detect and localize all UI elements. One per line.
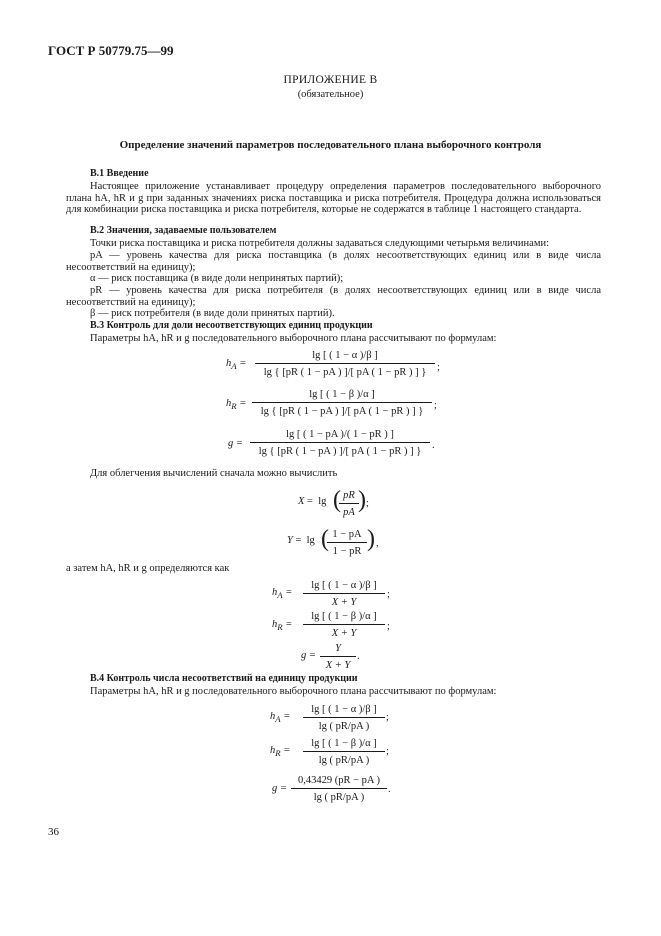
section-heading-b3: В.3 Контроль для доли несоответствующих единиц продукции bbox=[90, 320, 373, 331]
list-item: pA — уровень качества для риска поставщика (в долях несоответствующих единиц или в виде числа несоответствий на единицу); bbox=[66, 250, 601, 273]
formula-numerator: lg [ ( 1 − α )/β ] bbox=[303, 703, 385, 718]
paragraph-b3-simplify: Для облегчения вычислений сначала можно вычислить bbox=[90, 468, 338, 479]
formula-g-label: g = bbox=[301, 650, 316, 661]
formula-numerator: lg [ ( 1 − β )/α ] bbox=[303, 737, 385, 752]
formula-h-r-label: $h_R$ = bbox=[270, 745, 291, 759]
formula-g-label: g = bbox=[272, 783, 287, 794]
formula-numerator: Y bbox=[320, 642, 356, 657]
formula-y bbox=[327, 528, 367, 558]
formula-denominator: lg ( pR/pA ) bbox=[318, 721, 370, 732]
paragraph-b1: Настоящее приложение устанавливает процедуру определения параметров последовательного выборочного плана hA, hR и g при заданных значениях риска поставщика и риска потребителя. Процедура должна использоваться для комбинации риска поставщика и риска потребителя, которые не содержатся в таблице 1 настоящего стандарта. bbox=[66, 181, 601, 215]
formula-y-label: Y = lg bbox=[287, 535, 315, 546]
formula-denominator: 1 − pR bbox=[332, 546, 362, 557]
appendix-label: ПРИЛОЖЕНИЕ В bbox=[283, 74, 378, 86]
formula-g-count bbox=[291, 774, 387, 804]
formula-h-a-count bbox=[303, 703, 385, 733]
formula-denominator: lg ( pR/pA ) bbox=[318, 755, 370, 766]
formula-x-label: X = lg bbox=[298, 496, 327, 507]
formula-h-a-label: $h_A$ = bbox=[226, 358, 247, 372]
list-item: pR — уровень качества для риска потребителя (в долях несоответствующих единиц или в виде числа несоответствий на единицу); bbox=[66, 285, 601, 308]
formula-h-r-label: $h_R$ = bbox=[272, 619, 293, 633]
list-item: β — риск потребителя (в виде доли принятых партий). bbox=[90, 308, 335, 319]
formula-h-a bbox=[255, 349, 435, 379]
formula-g bbox=[250, 428, 430, 458]
formula-numerator: lg [ ( 1 − pA )/( 1 − pR ) ] bbox=[250, 428, 430, 443]
formula-numerator: lg [ ( 1 − β )/α ] bbox=[252, 388, 432, 403]
formula-h-r-count bbox=[303, 737, 385, 767]
formula-numerator: lg [ ( 1 − α )/β ] bbox=[303, 579, 385, 594]
section-heading-b1: В.1 Введение bbox=[90, 168, 149, 179]
section-heading-b2: В.2 Значения, задаваемые пользователем bbox=[90, 225, 277, 236]
page-title: Определение значений параметров последовательного плана выборочного контроля bbox=[119, 139, 542, 151]
formula-denominator: pA bbox=[343, 507, 355, 518]
paragraph-b3-intro: Параметры hA, hR и g последовательного выборочного плана рассчитывают по формулам: bbox=[90, 333, 497, 344]
formula-g-simplified bbox=[320, 642, 356, 672]
formula-h-a-label: $h_A$ = bbox=[270, 711, 291, 725]
formula-x bbox=[339, 489, 359, 519]
section-heading-b4: В.4 Контроль числа несоответствий на единицу продукции bbox=[90, 673, 358, 684]
formula-g-label: g = bbox=[228, 438, 243, 449]
formula-denominator: lg { [pR ( 1 − pA ) ]/[ pA ( 1 − pR ) ] } bbox=[258, 446, 422, 457]
formula-h-r-simplified bbox=[303, 610, 385, 640]
formula-h-r bbox=[252, 388, 432, 418]
formula-numerator: pR bbox=[339, 489, 359, 504]
formula-h-a-label: $h_A$ = bbox=[272, 587, 293, 601]
formula-denominator: X + Y bbox=[325, 660, 351, 671]
paragraph-b2-intro: Точки риска поставщика и риска потребителя должны задаваться следующими четырьмя величинами: bbox=[90, 238, 550, 249]
appendix-status: (обязательное) bbox=[297, 89, 364, 100]
formula-denominator: lg ( pR/pA ) bbox=[313, 792, 365, 803]
formula-denominator: X + Y bbox=[331, 628, 357, 639]
standard-code: ГОСТ Р 50779.75—99 bbox=[48, 43, 174, 58]
list-item: α — риск поставщика (в виде доли непринятых партий); bbox=[90, 273, 344, 284]
page-number: 36 bbox=[48, 826, 59, 838]
formula-numerator: 1 − pA bbox=[327, 528, 367, 543]
paragraph-b3-then: а затем hA, hR и g определяются как bbox=[66, 563, 230, 574]
formula-h-r-label: $h_R$ = bbox=[226, 398, 247, 412]
formula-denominator: X + Y bbox=[331, 597, 357, 608]
formula-numerator: lg [ ( 1 − α )/β ] bbox=[255, 349, 435, 364]
formula-numerator: 0,43429 (pR − pA ) bbox=[291, 774, 387, 789]
formula-h-a-simplified bbox=[303, 579, 385, 609]
formula-denominator: lg { [pR ( 1 − pA ) ]/[ pA ( 1 − pR ) ] } bbox=[263, 367, 427, 378]
paragraph-b4-intro: Параметры hA, hR и g последовательного выборочного плана рассчитывают по формулам: bbox=[90, 686, 497, 697]
formula-denominator: lg { [pR ( 1 − pA ) ]/[ pA ( 1 − pR ) ] } bbox=[260, 406, 424, 417]
formula-numerator: lg [ ( 1 − β )/α ] bbox=[303, 610, 385, 625]
